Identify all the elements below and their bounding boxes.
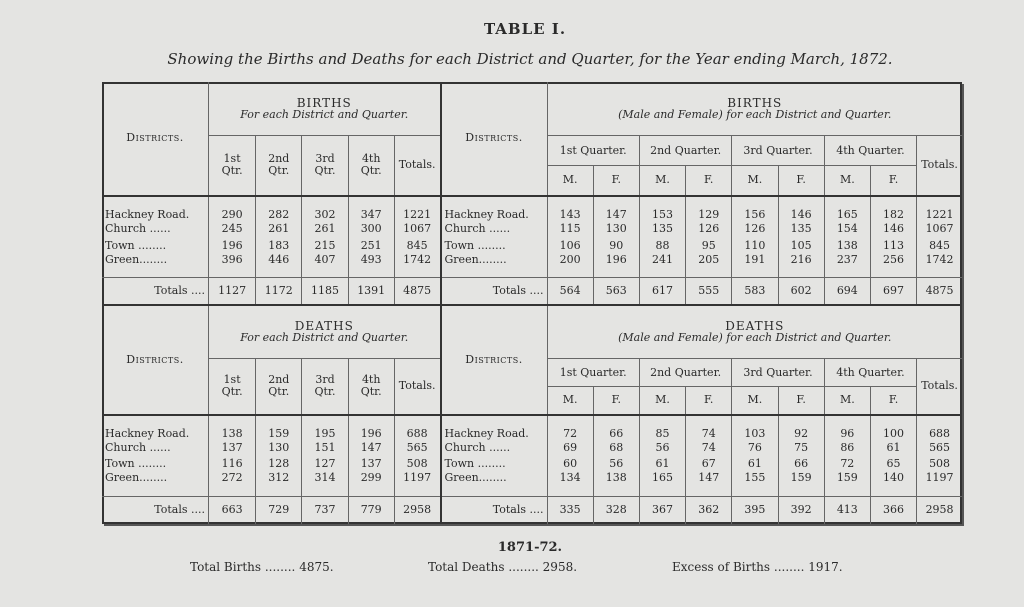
cell: 116 bbox=[208, 456, 255, 472]
cell: 205 bbox=[686, 254, 732, 278]
cell: 115 bbox=[547, 221, 593, 237]
cell: 272 bbox=[208, 472, 255, 496]
births-q4-header: 4th Qtr. bbox=[348, 136, 394, 196]
cell: 146 bbox=[778, 196, 824, 222]
district-name: Church ...... bbox=[105, 441, 171, 455]
deaths-mf-heading: DEATHS bbox=[725, 319, 785, 334]
district-name: Church ...... bbox=[105, 222, 171, 236]
district-name: Green........ bbox=[441, 472, 547, 496]
cell: 729 bbox=[256, 496, 302, 524]
cell: 75 bbox=[778, 440, 824, 456]
cell: 314 bbox=[302, 472, 348, 496]
births-mf-header bbox=[547, 82, 962, 136]
deaths-mf-q1-header: 1st Quarter. bbox=[547, 359, 639, 387]
deaths-totals-row bbox=[102, 496, 962, 524]
births-rows bbox=[102, 196, 962, 278]
cell: 127 bbox=[302, 456, 348, 472]
cell: 90 bbox=[593, 238, 639, 254]
total-births bbox=[190, 560, 334, 574]
cell: 76 bbox=[732, 440, 778, 456]
district-name: Hackney Road. bbox=[441, 196, 547, 222]
deaths-heading: DEATHS bbox=[294, 319, 354, 334]
cell: 396 bbox=[208, 254, 255, 278]
births-districts-header: Districts. bbox=[102, 82, 208, 196]
cell: 200 bbox=[547, 254, 593, 278]
cell: 395 bbox=[732, 496, 778, 524]
cell: 100 bbox=[870, 415, 916, 441]
cell: 1067 bbox=[394, 221, 440, 237]
cell: 4875 bbox=[394, 277, 440, 305]
district-name: Hackney Road. bbox=[105, 427, 190, 441]
cell: 261 bbox=[256, 221, 302, 237]
district-name: Town ........ bbox=[441, 456, 547, 472]
births-m-q4: M. bbox=[824, 166, 870, 196]
cell: 1221 bbox=[394, 196, 440, 222]
cell: 392 bbox=[778, 496, 824, 524]
cell: 61 bbox=[732, 456, 778, 472]
table-row bbox=[102, 415, 962, 441]
cell: 105 bbox=[778, 238, 824, 254]
deaths-mf-q2-header: 2nd Quarter. bbox=[639, 359, 731, 387]
births-mf-districts-header: Districts. bbox=[441, 82, 547, 196]
cell: 67 bbox=[686, 456, 732, 472]
table-subtitle: Showing the Births and Deaths for each District and Quarter, for the Year ending March, 1872. bbox=[167, 50, 893, 68]
cell: 147 bbox=[686, 472, 732, 496]
deaths-f-q2: F. bbox=[686, 387, 732, 415]
cell: 1197 bbox=[917, 472, 962, 496]
cell: 65 bbox=[870, 456, 916, 472]
cell: 290 bbox=[208, 196, 255, 222]
cell: 245 bbox=[208, 221, 255, 237]
births-totals-label: Totals .... bbox=[102, 277, 208, 305]
cell: 688 bbox=[394, 415, 440, 441]
cell: 85 bbox=[639, 415, 685, 441]
cell: 130 bbox=[256, 440, 302, 456]
cell: 159 bbox=[778, 472, 824, 496]
deaths-mf-totals-header: Totals. bbox=[917, 359, 962, 415]
cell: 335 bbox=[547, 496, 593, 524]
cell: 138 bbox=[824, 238, 870, 254]
cell: 138 bbox=[593, 472, 639, 496]
cell: 1742 bbox=[394, 254, 440, 278]
cell: 69 bbox=[547, 440, 593, 456]
district-name: Green........ bbox=[105, 472, 168, 485]
cell: 563 bbox=[593, 277, 639, 305]
cell: 362 bbox=[686, 496, 732, 524]
cell: 564 bbox=[547, 277, 593, 305]
births-mf-totals-label: Totals .... bbox=[441, 277, 547, 305]
cell: 113 bbox=[870, 238, 916, 254]
deaths-mf-totals-label: Totals .... bbox=[441, 496, 547, 524]
deaths-districts-header: Districts. bbox=[102, 305, 208, 414]
births-f-q2: F. bbox=[686, 166, 732, 196]
births-mf-q4-header: 4th Quarter. bbox=[824, 136, 916, 166]
table-row bbox=[102, 221, 962, 237]
deaths-mf-districts-header: Districts. bbox=[441, 305, 547, 414]
cell: 86 bbox=[824, 440, 870, 456]
cell: 1127 bbox=[208, 277, 255, 305]
table-row bbox=[102, 196, 962, 222]
total-deaths-label: Total Deaths ........ bbox=[428, 560, 539, 574]
table-row bbox=[102, 238, 962, 254]
excess-births bbox=[672, 560, 843, 574]
cell: 555 bbox=[686, 277, 732, 305]
deaths-header bbox=[208, 305, 440, 359]
cell: 61 bbox=[639, 456, 685, 472]
district-name: Green........ bbox=[441, 254, 547, 278]
deaths-m-q1: M. bbox=[547, 387, 593, 415]
table-row bbox=[102, 254, 962, 278]
deaths-q1-header: 1st Qtr. bbox=[208, 359, 255, 415]
deaths-totals-header: Totals. bbox=[394, 359, 440, 415]
deaths-mf-q4-header: 4th Quarter. bbox=[824, 359, 916, 387]
cell: 4875 bbox=[917, 277, 962, 305]
district-name: Town ........ bbox=[441, 238, 547, 254]
cell: 68 bbox=[593, 440, 639, 456]
total-deaths bbox=[428, 560, 577, 574]
district-name: Town ........ bbox=[105, 457, 167, 471]
cell: 302 bbox=[302, 196, 348, 222]
cell: 508 bbox=[394, 456, 440, 472]
cell: 446 bbox=[256, 254, 302, 278]
district-name: Green........ bbox=[105, 253, 168, 266]
cell: 126 bbox=[686, 221, 732, 237]
cell: 95 bbox=[686, 238, 732, 254]
cell: 261 bbox=[302, 221, 348, 237]
cell: 779 bbox=[348, 496, 394, 524]
cell: 154 bbox=[824, 221, 870, 237]
cell: 138 bbox=[208, 415, 255, 441]
cell: 191 bbox=[732, 254, 778, 278]
births-mf-totals-header: Totals. bbox=[917, 136, 962, 196]
cell: 697 bbox=[870, 277, 916, 305]
cell: 106 bbox=[547, 238, 593, 254]
deaths-m-q4: M. bbox=[824, 387, 870, 415]
cell: 413 bbox=[824, 496, 870, 524]
total-deaths-value: 2958. bbox=[542, 560, 578, 574]
deaths-q4-header: 4th Qtr. bbox=[348, 359, 394, 415]
cell: 367 bbox=[639, 496, 685, 524]
cell: 129 bbox=[686, 196, 732, 222]
cell: 96 bbox=[824, 415, 870, 441]
cell: 151 bbox=[302, 440, 348, 456]
deaths-q3-header: 3rd Qtr. bbox=[302, 359, 348, 415]
excess-births-value: 1917. bbox=[808, 560, 843, 574]
cell: 155 bbox=[732, 472, 778, 496]
cell: 1067 bbox=[917, 221, 962, 237]
cell: 147 bbox=[593, 196, 639, 222]
births-f-q4: F. bbox=[870, 166, 916, 196]
cell: 88 bbox=[639, 238, 685, 254]
cell: 215 bbox=[302, 238, 348, 254]
cell: 61 bbox=[870, 440, 916, 456]
deaths-rows bbox=[102, 415, 962, 497]
births-heading: BIRTHS bbox=[296, 95, 352, 110]
deaths-mf-subheading: (Male and Female) for each District and Quarter. bbox=[618, 331, 892, 345]
cell: 1391 bbox=[348, 277, 394, 305]
cell: 159 bbox=[256, 415, 302, 441]
cell: 583 bbox=[732, 277, 778, 305]
cell: 300 bbox=[348, 221, 394, 237]
cell: 602 bbox=[778, 277, 824, 305]
cell: 312 bbox=[256, 472, 302, 496]
cell: 156 bbox=[732, 196, 778, 222]
births-m-q3: M. bbox=[732, 166, 778, 196]
district-name: Town ........ bbox=[105, 238, 167, 252]
cell: 137 bbox=[348, 456, 394, 472]
cell: 196 bbox=[348, 415, 394, 441]
cell: 366 bbox=[870, 496, 916, 524]
cell: 196 bbox=[208, 238, 255, 254]
district-name: Hackney Road. bbox=[441, 415, 547, 441]
cell: 299 bbox=[348, 472, 394, 496]
table-row bbox=[102, 472, 962, 496]
deaths-mf-header bbox=[547, 305, 962, 359]
total-births-label: Total Births ........ bbox=[190, 560, 296, 574]
births-mf-heading: BIRTHS bbox=[727, 95, 783, 110]
deaths-m-q3: M. bbox=[732, 387, 778, 415]
cell: 153 bbox=[639, 196, 685, 222]
cell: 134 bbox=[547, 472, 593, 496]
cell: 92 bbox=[778, 415, 824, 441]
cell: 694 bbox=[824, 277, 870, 305]
cell: 74 bbox=[686, 440, 732, 456]
excess-births-label: Excess of Births ........ bbox=[672, 560, 805, 574]
cell: 60 bbox=[547, 456, 593, 472]
cell: 1221 bbox=[917, 196, 962, 222]
cell: 617 bbox=[639, 277, 685, 305]
cell: 147 bbox=[348, 440, 394, 456]
births-deaths-table bbox=[102, 82, 962, 524]
deaths-m-q2: M. bbox=[639, 387, 685, 415]
table-row bbox=[102, 456, 962, 472]
deaths-f-q4: F. bbox=[870, 387, 916, 415]
cell: 126 bbox=[732, 221, 778, 237]
cell: 66 bbox=[593, 415, 639, 441]
cell: 493 bbox=[348, 254, 394, 278]
cell: 251 bbox=[348, 238, 394, 254]
deaths-totals-label: Totals .... bbox=[102, 496, 208, 524]
births-q2-header: 2nd Qtr. bbox=[256, 136, 302, 196]
cell: 1197 bbox=[394, 472, 440, 496]
cell: 2958 bbox=[394, 496, 440, 524]
cell: 130 bbox=[593, 221, 639, 237]
district-name: Church ...... bbox=[441, 221, 547, 237]
cell: 56 bbox=[639, 440, 685, 456]
deaths-f-q3: F. bbox=[778, 387, 824, 415]
cell: 110 bbox=[732, 238, 778, 254]
table-row bbox=[102, 440, 962, 456]
cell: 140 bbox=[870, 472, 916, 496]
deaths-mf-q3-header: 3rd Quarter. bbox=[732, 359, 824, 387]
births-f-q3: F. bbox=[778, 166, 824, 196]
cell: 196 bbox=[593, 254, 639, 278]
cell: 508 bbox=[917, 456, 962, 472]
births-mf-q2-header: 2nd Quarter. bbox=[639, 136, 731, 166]
cell: 66 bbox=[778, 456, 824, 472]
cell: 565 bbox=[917, 440, 962, 456]
cell: 135 bbox=[778, 221, 824, 237]
deaths-f-q1: F. bbox=[593, 387, 639, 415]
births-totals-header: Totals. bbox=[394, 136, 440, 196]
births-m-q2: M. bbox=[639, 166, 685, 196]
cell: 159 bbox=[824, 472, 870, 496]
district-name: Hackney Road. bbox=[105, 208, 190, 222]
summary-year: 1871-72. bbox=[497, 540, 563, 555]
cell: 241 bbox=[639, 254, 685, 278]
cell: 282 bbox=[256, 196, 302, 222]
cell: 407 bbox=[302, 254, 348, 278]
births-mf-q3-header: 3rd Quarter. bbox=[732, 136, 824, 166]
cell: 2958 bbox=[917, 496, 962, 524]
cell: 347 bbox=[348, 196, 394, 222]
cell: 737 bbox=[302, 496, 348, 524]
cell: 146 bbox=[870, 221, 916, 237]
cell: 183 bbox=[256, 238, 302, 254]
cell: 137 bbox=[208, 440, 255, 456]
births-mf-subheading: (Male and Female) for each District and Quarter. bbox=[618, 107, 892, 121]
cell: 1742 bbox=[917, 254, 962, 278]
cell: 565 bbox=[394, 440, 440, 456]
births-q3-header: 3rd Qtr. bbox=[302, 136, 348, 196]
births-q1-header: 1st Qtr. bbox=[208, 136, 255, 196]
cell: 74 bbox=[686, 415, 732, 441]
births-mf-q1-header: 1st Quarter. bbox=[547, 136, 639, 166]
cell: 688 bbox=[917, 415, 962, 441]
births-header bbox=[208, 82, 440, 136]
cell: 56 bbox=[593, 456, 639, 472]
cell: 165 bbox=[639, 472, 685, 496]
cell: 165 bbox=[824, 196, 870, 222]
cell: 103 bbox=[732, 415, 778, 441]
table-title: TABLE I. bbox=[483, 20, 567, 38]
cell: 72 bbox=[547, 415, 593, 441]
cell: 328 bbox=[593, 496, 639, 524]
births-totals-row bbox=[102, 277, 962, 305]
cell: 182 bbox=[870, 196, 916, 222]
cell: 237 bbox=[824, 254, 870, 278]
cell: 1185 bbox=[302, 277, 348, 305]
deaths-subheading: For each District and Quarter. bbox=[240, 331, 409, 345]
total-births-value: 4875. bbox=[299, 560, 334, 574]
births-m-q1: M. bbox=[547, 166, 593, 196]
district-name: Church ...... bbox=[441, 440, 547, 456]
cell: 663 bbox=[208, 496, 255, 524]
cell: 128 bbox=[256, 456, 302, 472]
cell: 216 bbox=[778, 254, 824, 278]
cell: 845 bbox=[917, 238, 962, 254]
cell: 256 bbox=[870, 254, 916, 278]
cell: 1172 bbox=[256, 277, 302, 305]
deaths-q2-header: 2nd Qtr. bbox=[256, 359, 302, 415]
cell: 72 bbox=[824, 456, 870, 472]
cell: 143 bbox=[547, 196, 593, 222]
births-f-q1: F. bbox=[593, 166, 639, 196]
births-subheading: For each District and Quarter. bbox=[240, 107, 409, 121]
cell: 845 bbox=[394, 238, 440, 254]
cell: 195 bbox=[302, 415, 348, 441]
cell: 135 bbox=[639, 221, 685, 237]
